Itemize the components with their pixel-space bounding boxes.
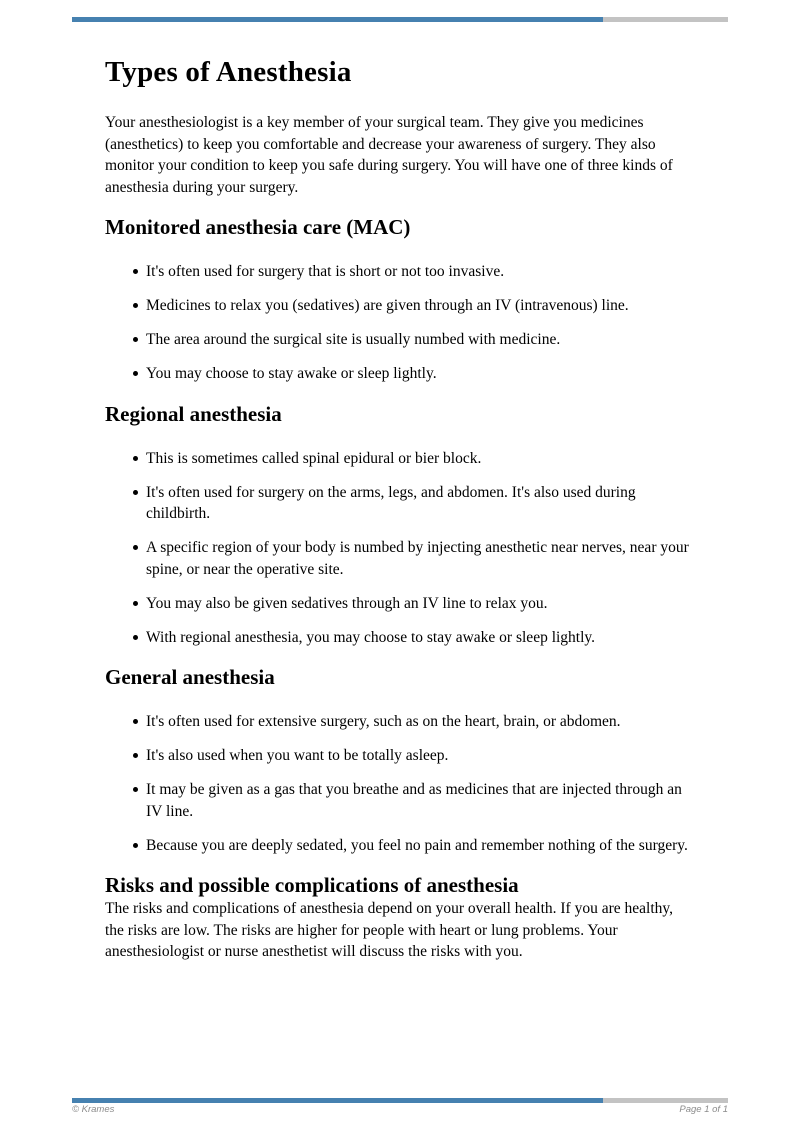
list-item: You may also be given sedatives through an IV line to relax you. xyxy=(133,593,695,615)
section-heading-mac: Monitored anesthesia care (MAC) xyxy=(105,215,411,239)
page-title: Types of Anesthesia xyxy=(105,56,352,88)
footer-copyright: © Krames xyxy=(72,1104,115,1115)
mac-bullet-list xyxy=(105,261,695,385)
list-item: It's often used for extensive surgery, such as on the heart, brain, or abdomen. xyxy=(133,711,695,733)
risks-paragraph: The risks and complications of anesthesia depend on your overall health. If you are healthy, the risks are low. The risks are higher for people with heart or lung problems. Your anesthesiologist or nurse anesthetist will discuss the risks with you. xyxy=(105,900,674,960)
document-content xyxy=(0,22,800,963)
list-item: This is sometimes called spinal epidural or bier block. xyxy=(133,448,695,470)
regional-bullet-list xyxy=(105,448,695,649)
list-item: With regional anesthesia, you may choose to stay awake or sleep lightly. xyxy=(133,627,695,649)
list-item: It's often used for surgery on the arms, legs, and abdomen. It's also used during childbirth. xyxy=(133,482,695,525)
list-item: It's often used for surgery that is short or not too invasive. xyxy=(133,261,695,283)
page-footer xyxy=(72,1102,728,1115)
section-heading-risks: Risks and possible complications of anesthesia xyxy=(105,873,519,897)
list-item: It's also used when you want to be totally asleep. xyxy=(133,745,695,767)
list-item: A specific region of your body is numbed by injecting anesthetic near nerves, near your spine, or near the operative site. xyxy=(133,537,695,580)
list-item: Medicines to relax you (sedatives) are given through an IV (intravenous) line. xyxy=(133,295,695,317)
list-item: The area around the surgical site is usually numbed with medicine. xyxy=(133,329,695,351)
general-bullet-list xyxy=(105,711,695,856)
section-heading-regional: Regional anesthesia xyxy=(105,401,282,426)
list-item: It may be given as a gas that you breathe and as medicines that are injected through an IV line. xyxy=(133,779,695,822)
list-item: Because you are deeply sedated, you feel no pain and remember nothing of the surgery. xyxy=(133,835,695,857)
footer-page-number: Page 1 of 1 xyxy=(679,1104,728,1115)
list-item: You may choose to stay awake or sleep lightly. xyxy=(133,363,695,385)
section-heading-general: General anesthesia xyxy=(105,665,275,689)
intro-paragraph: Your anesthesiologist is a key member of your surgical team. They give you medicines (anesthetics) to keep you comfortable and decrease your awareness of surgery. They also monitor your condition to keep you safe during surgery. You will have one of three kinds of anesthesia during your surgery. xyxy=(105,114,673,196)
